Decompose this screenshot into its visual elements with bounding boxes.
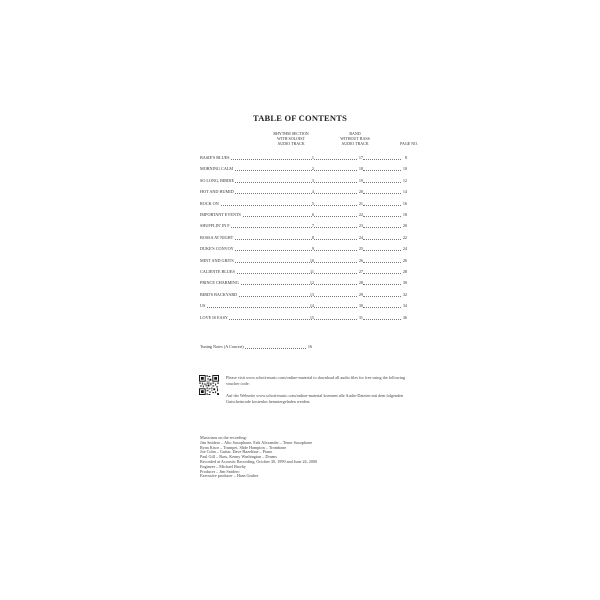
dot-leader [363, 154, 401, 160]
column-header-page-no: PAGE NO. [400, 141, 418, 146]
toc-track-band: 27 [358, 269, 363, 274]
dot-leader [314, 165, 357, 171]
dot-leader [314, 234, 357, 240]
toc-track-band: 23 [358, 223, 363, 229]
dot-leader [314, 222, 357, 228]
qr-code-icon [199, 375, 219, 395]
toc-row [200, 235, 407, 241]
credit-line: Joe Cohn – Guitar, Dave Hazeltine – Piano [200, 449, 273, 455]
toc-track-rhythm: 3 [311, 177, 314, 183]
toc-row [200, 315, 407, 321]
dot-leader [314, 291, 357, 297]
dot-leader [314, 200, 357, 206]
toc-row [200, 189, 407, 195]
column-header-line: AUDIO TRACK [341, 141, 369, 146]
voucher-text-english: Please visit www.schott-music.com/online-material to download all audio files for free using the following voucher code: [226, 375, 406, 386]
toc-title: MORNING CALM [200, 166, 234, 172]
toc-row [200, 178, 407, 184]
toc-track-rhythm: 7 [311, 223, 314, 229]
page-title: TABLE OF CONTENTS [252, 113, 348, 123]
credit-line: Recorded at Acoustic Recording, October 30, 1999 and June 24, 2000 [200, 458, 318, 464]
dot-leader [314, 302, 357, 308]
toc-row [200, 292, 407, 298]
toc-track-rhythm: 10 [309, 257, 314, 263]
toc-page-number: 32 [402, 291, 407, 297]
toc-page-number: 10 [402, 166, 407, 172]
toc-row [200, 201, 407, 207]
column-header-line: RHYTHM SECTION [273, 131, 309, 136]
credit-line: Engineer – Michael Brorby [200, 463, 246, 469]
dot-leader [363, 245, 401, 251]
toc-title: BIRD'S BACKYARD [200, 291, 238, 297]
credit-line: Executive producer – Hans Gruber [200, 473, 259, 479]
toc-track-rhythm: 1 [311, 155, 314, 160]
toc-title: SHUFFLIN' IN F [200, 223, 230, 229]
toc-title: SO LONG, BIRDIE [200, 177, 235, 183]
tuning-notes-track: 16 [307, 344, 312, 349]
toc-title: ROCK ON [200, 200, 219, 206]
toc-page-number: 12 [402, 177, 407, 183]
toc-track-band: 18 [358, 166, 363, 172]
credit-line: Jim Snidero – Alto Saxophone, Erik Alexander – Tenor Saxophone [200, 439, 313, 445]
dot-leader [363, 165, 401, 171]
toc-track-rhythm: 5 [311, 200, 314, 206]
dot-leader [363, 257, 401, 263]
toc-row [200, 258, 407, 264]
dot-leader [314, 257, 357, 263]
dot-leader [314, 268, 357, 274]
toc-page-number: 14 [402, 189, 407, 195]
dot-leader [314, 279, 357, 285]
dot-leader [363, 302, 401, 308]
credit-line: Musicians on the recording: [200, 435, 247, 440]
toc-row [200, 280, 407, 286]
column-header-line: BAND [349, 131, 361, 136]
voucher-text-german: Auf der Webseite www.schott-music.com/online-material koennen alle Audio-Dateien mit dem folgenden Gutscheincode kostenlos heruntergeladen werden: [226, 393, 404, 404]
toc-track-rhythm: 4 [311, 189, 314, 195]
credit-line: Producer – Jim Snidero [200, 468, 240, 474]
toc-page-number: 24 [402, 246, 407, 252]
toc-row [200, 212, 407, 218]
toc-page-number: 36 [402, 314, 407, 320]
toc-track-band: 19 [358, 177, 363, 183]
toc-track-band: 24 [358, 234, 363, 240]
toc-track-rhythm: 12 [309, 280, 314, 286]
toc-track-band: 20 [358, 189, 363, 195]
column-header-line: WITH SOLOIST [277, 136, 305, 141]
toc-page-number: 8 [404, 155, 407, 160]
column-header-line: WITHOUT BASS [340, 136, 370, 141]
dot-leader [363, 291, 401, 297]
tuning-notes-row [200, 344, 312, 350]
toc-track-band: 28 [358, 280, 363, 286]
toc-track-rhythm: 14 [309, 303, 314, 309]
column-header-band-without-bass [332, 131, 378, 146]
toc-row [200, 223, 407, 229]
musicians-credits [200, 436, 420, 479]
credit-line: Paul Gill – Bass, Kenny Washington – Drums [200, 454, 277, 460]
dot-leader [363, 177, 401, 183]
toc-track-band: 21 [358, 200, 363, 206]
toc-row [200, 303, 407, 309]
dot-leader [314, 177, 357, 183]
toc-title: DUKE'S CONVOY [200, 246, 234, 252]
toc-title: MINT AND GRITS [200, 257, 234, 263]
toc-track-band: 25 [358, 246, 363, 252]
toc-page-number: 26 [402, 257, 407, 263]
column-header-rhythm-section [266, 131, 316, 146]
dot-leader [363, 222, 401, 228]
toc-row [200, 246, 407, 252]
toc-track-rhythm: 13 [309, 291, 314, 297]
toc-page-number: 34 [402, 303, 407, 309]
toc-track-rhythm: 2 [311, 166, 314, 172]
toc-row [200, 269, 407, 275]
toc-row [200, 155, 407, 161]
dot-leader [314, 314, 357, 320]
toc-page-number: 30 [402, 280, 407, 286]
credit-line: Ryan Kisor – Trumpet, Slide Hampton – Trombone [200, 444, 287, 450]
toc-track-band: 31 [358, 314, 363, 320]
toc-track-band: 22 [358, 212, 363, 217]
toc-title: IMPORTANT EVENTS [200, 212, 241, 217]
dot-leader [314, 211, 357, 217]
dot-leader [314, 154, 357, 160]
toc-title: HOT AND HUMID [200, 189, 234, 195]
toc-track-rhythm: 8 [311, 234, 314, 240]
toc-title: BASIE'S BLUES [200, 155, 230, 160]
toc-track-rhythm: 9 [311, 246, 314, 252]
toc-track-band: 26 [358, 257, 363, 263]
dot-leader [363, 234, 401, 240]
toc-title: LOVE IS EASY [200, 314, 228, 320]
toc-title: PRINCE CHARMING [200, 280, 239, 286]
toc-track-band: 29 [358, 291, 363, 297]
toc-track-band: 17 [358, 155, 363, 160]
toc-track-rhythm: 6 [311, 212, 314, 217]
toc-page-number: 20 [402, 223, 407, 229]
tuning-notes-label: Tuning Notes (A Concert) [200, 344, 244, 349]
dot-leader [363, 211, 401, 217]
dot-leader [200, 302, 312, 308]
toc-page-number: 16 [402, 200, 407, 206]
toc-page-number: 22 [402, 234, 407, 240]
voucher-instructions [226, 375, 416, 411]
toc-page-number: 28 [402, 269, 407, 274]
dot-leader [363, 279, 401, 285]
dot-leader [314, 245, 357, 251]
toc-track-rhythm: 11 [309, 269, 314, 274]
toc-title: US [200, 303, 206, 309]
dot-leader [363, 188, 401, 194]
column-header-line: AUDIO TRACK [277, 141, 305, 146]
toc-track-rhythm: 15 [309, 314, 314, 320]
toc-page-number: 18 [402, 212, 407, 217]
toc-row [200, 166, 407, 172]
dot-leader [314, 188, 357, 194]
dot-leader [363, 200, 401, 206]
toc-title: BOSSA AT NIGHT [200, 234, 234, 240]
dot-leader [363, 268, 401, 274]
toc-track-band: 30 [358, 303, 363, 309]
dot-leader [363, 314, 401, 320]
toc-title: CALIENTE BLUES [200, 269, 235, 274]
